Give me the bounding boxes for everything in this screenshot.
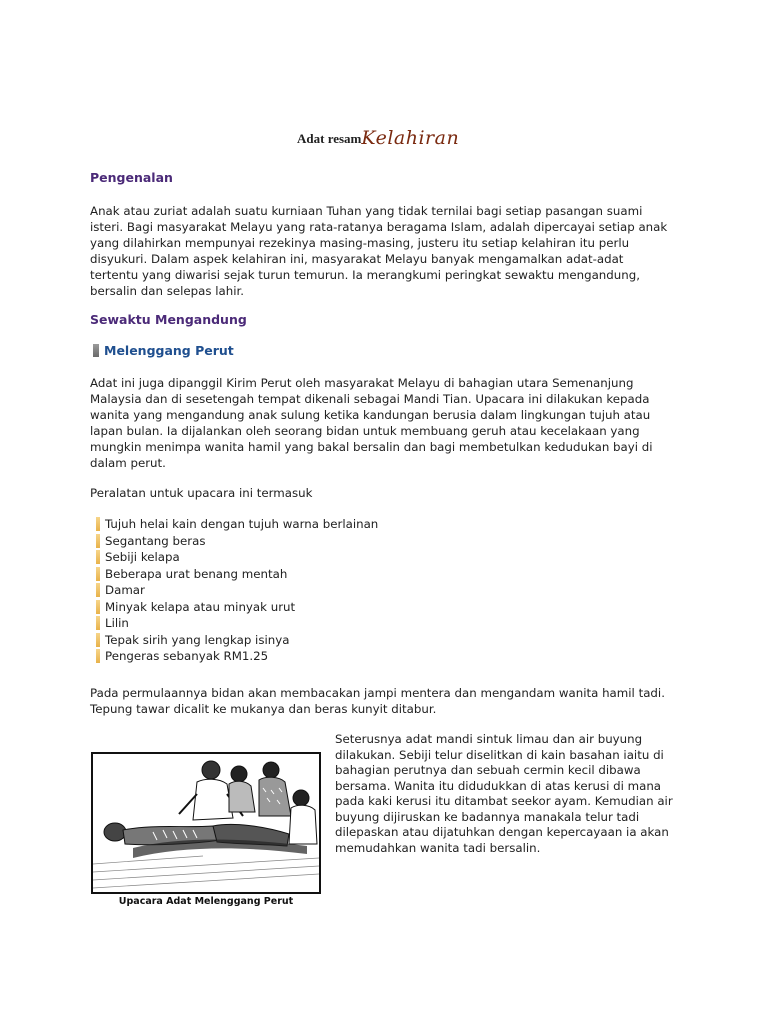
list-item <box>96 582 378 599</box>
intro-paragraph: Anak atau zuriat adalah suatu kurniaan Tuhan yang tidak ternilai bagi setiap pasangan suami isteri. Bagi masyarakat Melayu yang rata-ratanya beragama Islam, adalah dipercayai setiap anak yang dilahirkan mempunyai rezekinya masing-masing, justeru itu setiap kelahiran itu perlu disyukuri. Dalam aspek kelahiran ini, masyarakat Melayu banyak mengamalkan adat-adat tertentu yang diwarisi sejak turun temurun. Ia merangkumi peringkat sewaktu mengandung, bersalin dan selepas lahir. <box>90 204 668 298</box>
subheading-ritual-label: Melenggang Perut <box>104 343 234 358</box>
bullet-icon <box>96 616 100 630</box>
list-item-label: Lilin <box>105 616 129 630</box>
figure-caption: Upacara Adat Melenggang Perut <box>118 896 294 907</box>
list-item <box>96 566 378 583</box>
ritual-illustration-icon <box>93 754 319 892</box>
list-item-label: Segantang beras <box>105 533 206 548</box>
bullet-icon <box>96 567 100 581</box>
bullet-icon <box>96 649 100 663</box>
list-item-label: Tujuh helai kain dengan tujuh warna berlainan <box>105 517 379 531</box>
list-item-label: Minyak kelapa atau minyak urut <box>105 599 296 614</box>
bullet-icon <box>96 583 100 597</box>
list-item-label: Sebiji kelapa <box>105 550 180 564</box>
list-item <box>96 516 378 533</box>
section-bar-icon <box>93 344 99 357</box>
list-item <box>96 549 378 566</box>
list-item <box>96 615 378 632</box>
ritual-paragraph: Adat ini juga dipanggil Kirim Perut oleh masyarakat Melayu di bahagian utara Semenanjung Malaysia dan di sesetengah tempat dikenali sebagai Mandi Tian. Upacara ini dilakukan kepada wanita yang mengandung anak sulung ketika kandungan berusia dalam lingkungan tujuh atau lapan bulan. Ia dijalankan oleh seorang bidan untuk membuang geruh atau kecelakaan yang mungkin menimpa wanita hamil yang bakal bersalin dan bagi membetulkan kedudukan bayi di dalam perut. <box>90 376 653 470</box>
bullet-icon <box>96 534 100 548</box>
equipment-list <box>96 516 378 665</box>
bullet-icon <box>96 517 100 531</box>
title-plain: Adat resam <box>297 131 362 146</box>
list-item-label: Beberapa urat benang mentah <box>105 566 288 581</box>
bullet-icon <box>96 633 100 647</box>
list-item <box>96 533 378 550</box>
list-item-label: Pengeras sebanyak RM1.25 <box>105 649 269 663</box>
list-item-label: Damar <box>105 583 145 597</box>
list-item <box>96 632 378 649</box>
heading-intro: Pengenalan <box>90 170 173 185</box>
page-title <box>297 127 517 157</box>
heading-pregnancy: Sewaktu Mengandung <box>90 312 247 327</box>
bath-paragraph: Seterusnya adat mandi sintuk limau dan air buyung dilakukan. Sebiji telur diselitkan di kain basahan iaitu di bahagian perutnya dan sebuah cermin kecil dibawa bersama. Wanita itu didudukkan di atas kerusi di mana pada kaki kerusi itu ditambat seekor ayam. Kemudian air buyung dijiruskan ke badannya manakala telur tadi dilepaskan atau dijatuhkan dengan kepercayaan ia akan memudahkan wanita tadi bersalin. <box>335 732 673 855</box>
start-paragraph: Pada permulaannya bidan akan membacakan jampi mentera dan mengandam wanita hamil tadi. Tepung tawar dicalit ke mukanya dan beras kunyit ditabur. <box>90 686 665 716</box>
bullet-icon <box>96 550 100 564</box>
list-item <box>96 648 378 665</box>
equipment-intro: Peralatan untuk upacara ini termasuk <box>90 486 313 500</box>
list-item-label: Tepak sirih yang lengkap isinya <box>105 632 290 647</box>
ritual-illustration <box>91 752 321 894</box>
title-script: Kelahiran <box>361 127 460 149</box>
bullet-icon <box>96 600 100 614</box>
list-item <box>96 599 378 616</box>
subheading-ritual <box>93 343 234 358</box>
